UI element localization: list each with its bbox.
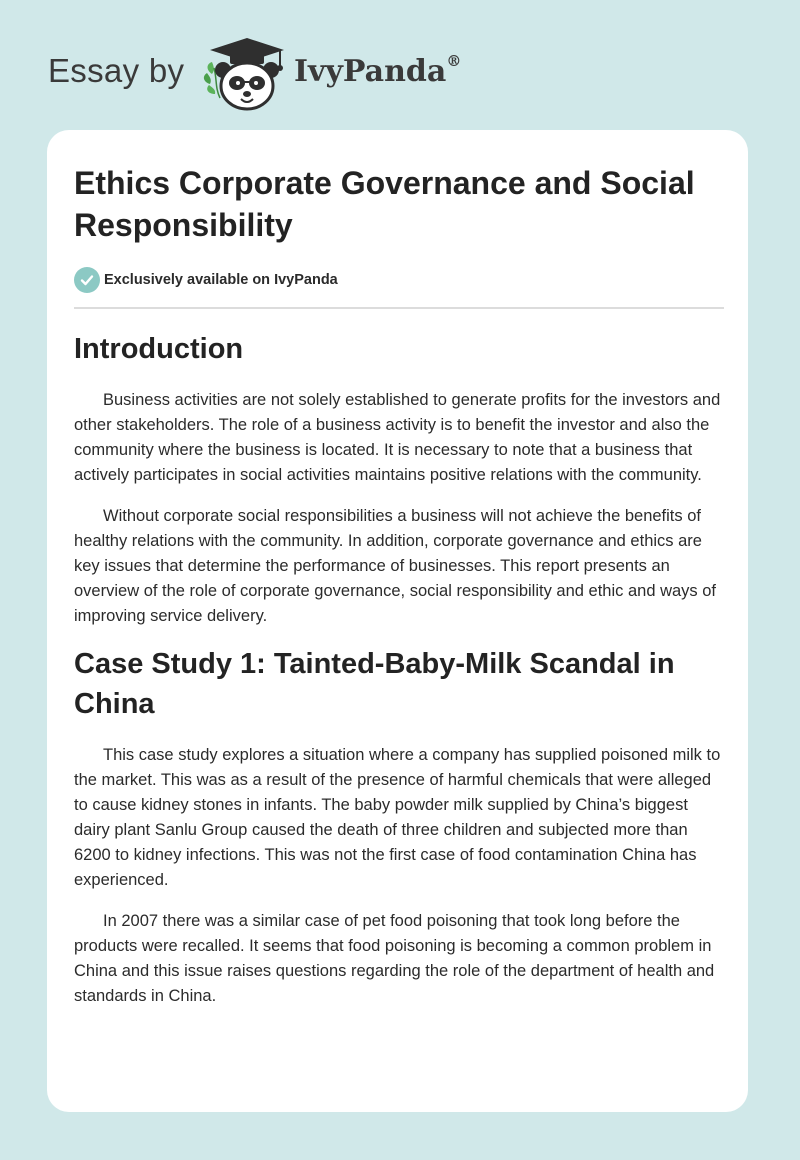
paragraph: Business activities are not solely established to generate profits for the investors and other stakeholders. The role of a business activity is to benefit the investor and also the community where the business is located. It is necessary to note that a business that actively participates in social activities maintains positive relations with the community.: [74, 391, 721, 484]
paragraph: This case study explores a situation where a company has supplied poisoned milk to the market. This was as a result of the presence of harmful chemicals that were alleged to cause kidney stones in infants. The baby powder milk supplied by China’s biggest dairy plant Sanlu Group caused the death of three children and subjected more than 6200 to kidney infections. This was not the first case of food contamination China has experienced.: [74, 746, 721, 889]
essay-by-label: Essay by: [48, 52, 185, 89]
essay-card: [47, 130, 748, 1112]
registered-mark: ®: [446, 52, 462, 70]
panda-graduate-icon: [202, 34, 292, 112]
site-header: [48, 34, 748, 112]
paragraph: In 2007 there was a similar case of pet food poisoning that took long before the products were recalled. It seems that food poisoning is becoming a common problem in China and this issue raises questions regarding the role of the department of health and standards in China.: [74, 912, 715, 1005]
exclusive-badge: [74, 266, 724, 294]
ivypanda-logo[interactable]: [202, 34, 292, 112]
section-heading: Case Study 1: Tainted-Baby-Milk Scandal in China: [74, 648, 675, 720]
paragraph: Without corporate social responsibilities a business will not achieve the benefits of healthy relations with the community. In addition, corporate governance and ethics are key issues that determine the performance of businesses. This report presents an overview of the role of corporate governance, social responsibility and ethic and ways of improving service delivery.: [74, 507, 717, 625]
brand-text: IvyPanda: [294, 54, 447, 89]
exclusive-badge-label: Exclusively available on IvyPanda: [104, 272, 338, 288]
section-heading: Introduction: [74, 333, 244, 365]
essay-title: Ethics Corporate Governance and Social Responsibility: [74, 165, 695, 243]
brand-name[interactable]: [294, 54, 461, 89]
essay-content: [74, 162, 724, 1009]
check-icon: [74, 267, 100, 293]
title-divider: [74, 307, 724, 309]
